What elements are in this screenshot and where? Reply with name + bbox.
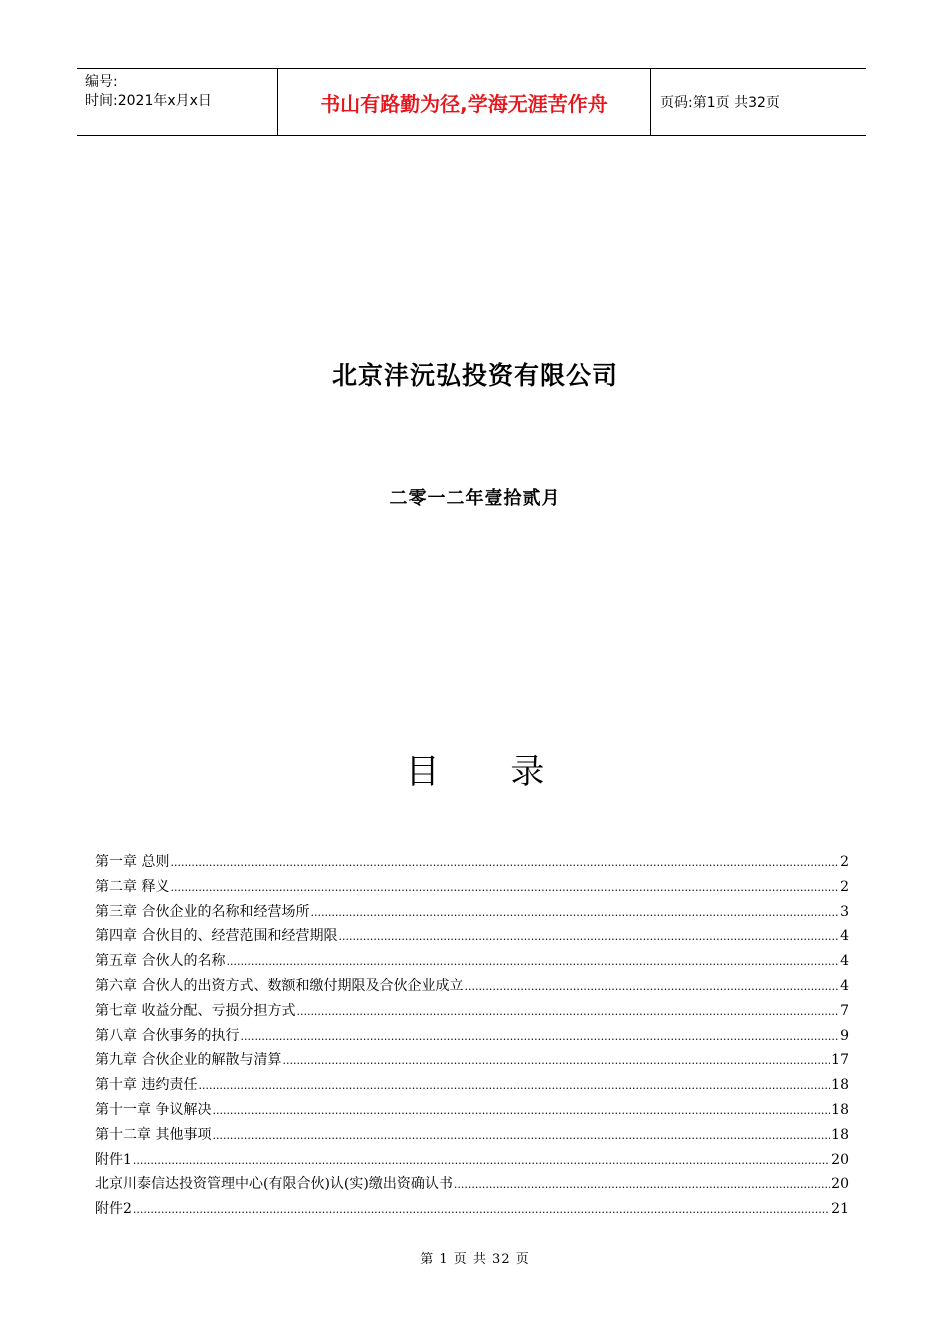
toc-entry-page: 9 [840,1027,849,1044]
toc-entry-label: 附件2 [95,1201,132,1218]
toc-entry-label: 附件1 [95,1151,132,1168]
toc-entry-page: 2 [840,854,849,870]
toc-entry[interactable] [95,949,849,974]
toc-leader [198,1074,830,1099]
toc-entry-label: 第九章 合伙企业的解散与清算 [95,1052,282,1069]
toc-entry-page: 4 [840,977,849,994]
toc-entry-page: 20 [831,1176,849,1193]
toc-title: 目 录 [405,752,545,792]
document-number-label: 编号: [85,74,118,90]
header-motto: 书山有路勤为径,学海无涯苦作舟 [278,69,651,135]
toc-leader [133,1198,830,1223]
toc-leader [296,1000,839,1025]
toc-entry-page: 3 [840,903,849,920]
toc-entry-label: 第七章 收益分配、亏损分担方式 [95,1002,296,1019]
toc-leader [170,851,839,876]
toc-entry[interactable] [95,1148,849,1173]
toc-entry-label: 第十一章 争议解决 [95,1101,212,1118]
toc-entry[interactable] [95,999,849,1024]
toc-leader [212,1124,830,1149]
toc-entry[interactable] [95,1172,849,1197]
toc-entry-page: 17 [831,1052,849,1069]
toc-leader [282,1049,830,1074]
toc-entry[interactable] [95,875,849,900]
toc-leader [310,901,839,926]
toc-entry[interactable] [95,1197,849,1222]
toc-leader [464,975,839,1000]
toc-entry[interactable] [95,1123,849,1148]
toc-leader [170,876,839,901]
toc-leader [226,950,839,975]
toc-entry[interactable] [95,900,849,925]
toc-entry-page: 20 [831,1151,849,1168]
toc-entry-page: 4 [840,928,849,945]
toc-entry[interactable] [95,924,849,949]
toc-entry-page: 21 [831,1201,849,1218]
header-meta [77,69,278,135]
toc-entry-label: 第十章 违约责任 [95,1077,198,1094]
toc-entry-page: 18 [831,1077,849,1094]
toc-entry-page: 4 [840,953,849,970]
toc-leader [133,1149,830,1174]
toc-entry-label: 第十二章 其他事项 [95,1126,212,1143]
page-footer: 第 1 页 共 32 页 [420,1252,530,1267]
toc-entry-label: 第五章 合伙人的名称 [95,953,226,970]
toc-entry-page: 2 [840,878,849,895]
toc-entry-label: 北京川泰信达投资管理中心(有限合伙)认(实)缴出资确认书 [95,1176,453,1193]
toc-entry-label: 第六章 合伙人的出资方式、数额和缴付期限及合伙企业成立 [95,977,464,994]
toc-leader [454,1173,830,1198]
toc-leader [212,1099,830,1124]
toc-entry[interactable] [95,850,849,875]
toc-entry-label: 第四章 合伙目的、经营范围和经营期限 [95,928,338,945]
toc-entry[interactable] [95,1073,849,1098]
toc-entry-page: 7 [840,1002,849,1019]
toc-entry[interactable] [95,1098,849,1123]
toc-entry[interactable] [95,1024,849,1049]
toc-entry-label: 第一章 总则 [95,854,170,870]
toc-entry-page: 18 [831,1126,849,1143]
document-time-label: 时间:2021年x月x日 [85,93,212,109]
page-header [77,68,866,136]
toc-entry[interactable] [95,1048,849,1073]
toc-entry[interactable] [95,974,849,999]
toc-entry-page: 18 [831,1101,849,1118]
cover-date: 二零一二年壹拾贰月 [389,488,561,509]
toc-entry-label: 第三章 合伙企业的名称和经营场所 [95,903,310,920]
header-page-info: 页码:第1页 共32页 [660,95,780,111]
toc-leader [240,1025,839,1050]
table-of-contents [95,850,849,1222]
toc-entry-label: 第八章 合伙事务的执行 [95,1027,240,1044]
toc-leader [338,925,839,950]
company-name: 北京沣沅弘投资有限公司 [331,361,618,390]
toc-entry-label: 第二章 释义 [95,878,170,895]
